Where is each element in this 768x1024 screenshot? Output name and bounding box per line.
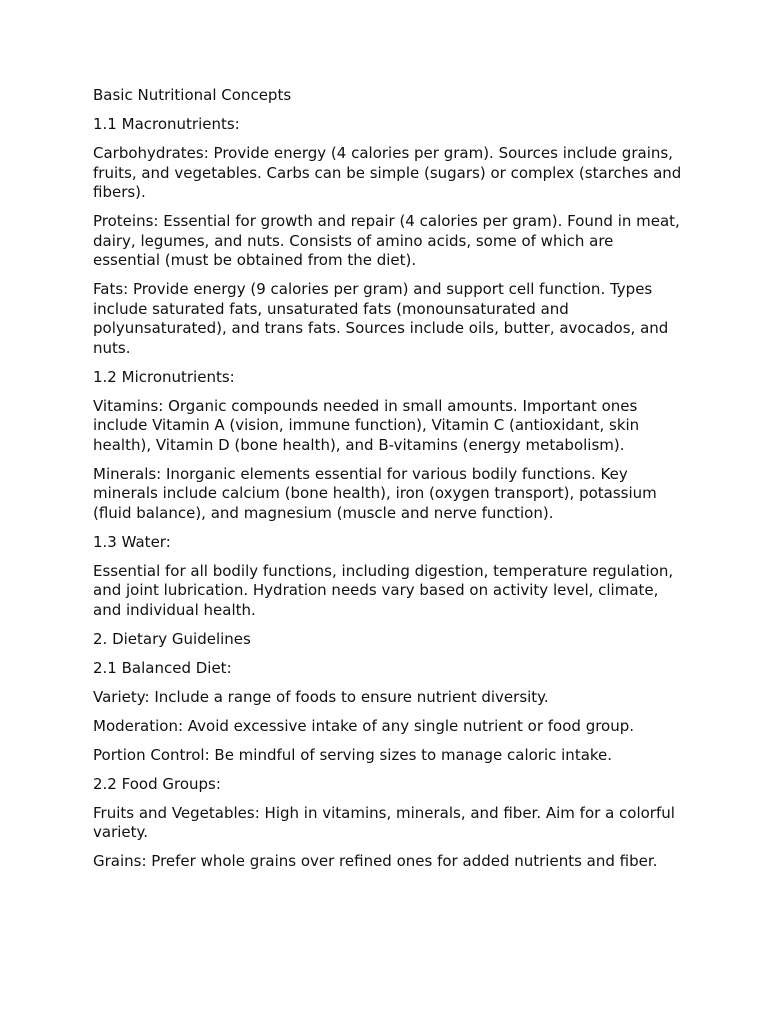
section-heading-micronutrients: 1.2 Micronutrients:	[93, 367, 235, 386]
paragraph-fruits-vegetables: Fruits and Vegetables: High in vitamins, minerals, and fiber. Aim for a colorful variety.	[93, 803, 675, 841]
paragraph-vitamins: Vitamins: Organic compounds needed in small amounts. Important ones include Vitamin A (vision, immune function), Vitamin C (antioxidant, skin health), Vitamin D (bone health), and B-vitamins (energy metabolism).	[93, 396, 640, 454]
paragraph-grains: Grains: Prefer whole grains over refined ones for added nutrients and fiber.	[93, 852, 658, 870]
section-heading-dietary-guidelines: 2. Dietary Guidelines	[93, 629, 251, 648]
document-title: Basic Nutritional Concepts	[93, 86, 292, 104]
paragraph-water: Essential for all bodily functions, including digestion, temperature regulation, and joint lubrication. Hydration needs vary based on activity level, climate, and individual health.	[93, 561, 674, 619]
paragraph-minerals: Minerals: Inorganic elements essential for various bodily functions. Key minerals include calcium (bone health), iron (oxygen transport), potassium (fluid balance), and magnesium (muscle and nerve function).	[93, 464, 657, 522]
section-heading-food-groups: 2.2 Food Groups:	[93, 774, 221, 793]
paragraph-moderation: Moderation: Avoid excessive intake of any single nutrient or food group.	[93, 716, 635, 735]
paragraph-proteins: Proteins: Essential for growth and repair (4 calories per gram). Found in meat, dairy, legumes, and nuts. Consists of amino acids, some of which are essential (must be obtained from the diet).	[93, 212, 680, 269]
paragraph-variety: Variety: Include a range of foods to ensure nutrient diversity.	[93, 687, 549, 706]
paragraph-portion-control: Portion Control: Be mindful of serving sizes to manage caloric intake.	[93, 745, 613, 764]
document-body	[93, 86, 683, 881]
paragraph-carbohydrates: Carbohydrates: Provide energy (4 calories per gram). Sources include grains, fruits, and vegetables. Carbs can be simple (sugars) or complex (starches and fibers).	[93, 144, 682, 201]
section-heading-balanced-diet: 2.1 Balanced Diet:	[93, 658, 232, 677]
section-heading-macronutrients: 1.1 Macronutrients:	[93, 115, 240, 133]
paragraph-fats: Fats: Provide energy (9 calories per gram) and support cell function. Types include saturated fats, unsaturated fats (monounsaturated and polyunsaturated), and trans fats. Sources include oils, butter, avocados, and nuts.	[93, 280, 669, 357]
section-heading-water: 1.3 Water:	[93, 532, 171, 551]
